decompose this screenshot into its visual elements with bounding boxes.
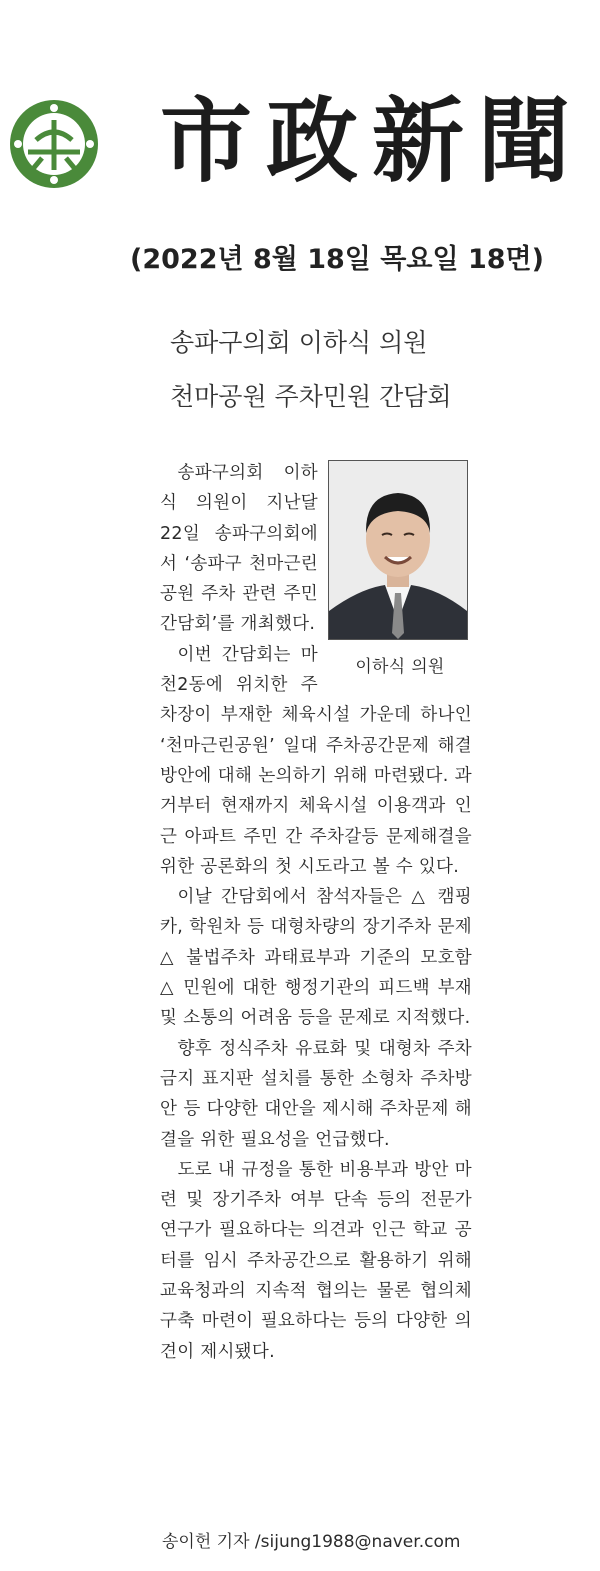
- masthead-title: 市政新聞: [160, 87, 585, 195]
- article-paragraph: 송파구의회 이하식 의원이 지난달 22일 송파구의회에서 ‘송파구 천마근린공원 주차 관련 주민간담회’를 개최했다.: [160, 463, 318, 635]
- headline-line-2: 천마공원 주차민원 간담회: [170, 382, 452, 411]
- portrait-photo-icon: [328, 460, 468, 640]
- article-body: [160, 458, 472, 1367]
- article-paragraph: 이번 간담회는 마천2동에 위치한 주차장이 부재한 체육시설 가운데 하나인 ‘천마근린공원’ 일대 주차공간문제 해결방안에 대해 논의하기 위해 마련됐다. 과거부터 현재까지 체육시설 이용객과 인근 아파트 주민 간 주차갈등 문제해결을 위한 공론화의 첫 시도라고 볼 수 있다.: [160, 644, 472, 877]
- headline-line-1: 송파구의회 이하식 의원: [170, 328, 428, 357]
- article-paragraph: 이날 간담회에서 참석자들은 △ 캠핑카, 학원차 등 대형차량의 장기주차 문제 △ 불법주차 과태료부과 기준의 모호함 △ 민원에 대한 행정기관의 피드백 부재 및 소통의 어려움 등을 문제로 지적했다.: [160, 887, 472, 1029]
- dateline: (2022년 8월 18일 목요일 18면): [130, 244, 544, 275]
- photo-block: [328, 460, 472, 690]
- city-emblem-icon: [8, 96, 100, 192]
- photo-caption: 이하식 의원: [355, 657, 445, 677]
- article-paragraph: 도로 내 규정을 통한 비용부과 방안 마련 및 장기주차 여부 단속 등의 전문가 연구가 필요하다는 의견과 인근 학교 공터를 임시 주차공간으로 활용하기 위해 교육청과의 지속적 협의는 물론 협의체 구축 마련이 필요하다는 등의 다양한 의견이 제시됐다.: [160, 1159, 472, 1362]
- byline: 송이헌 기자 /sijung1988@naver.com: [162, 1532, 461, 1552]
- article-paragraph: 향후 정식주차 유료화 및 대형차 주차금지 표지판 설치를 통한 소형차 주차방안 등 다양한 대안을 제시해 주차문제 해결을 위한 필요성을 언급했다.: [160, 1038, 472, 1150]
